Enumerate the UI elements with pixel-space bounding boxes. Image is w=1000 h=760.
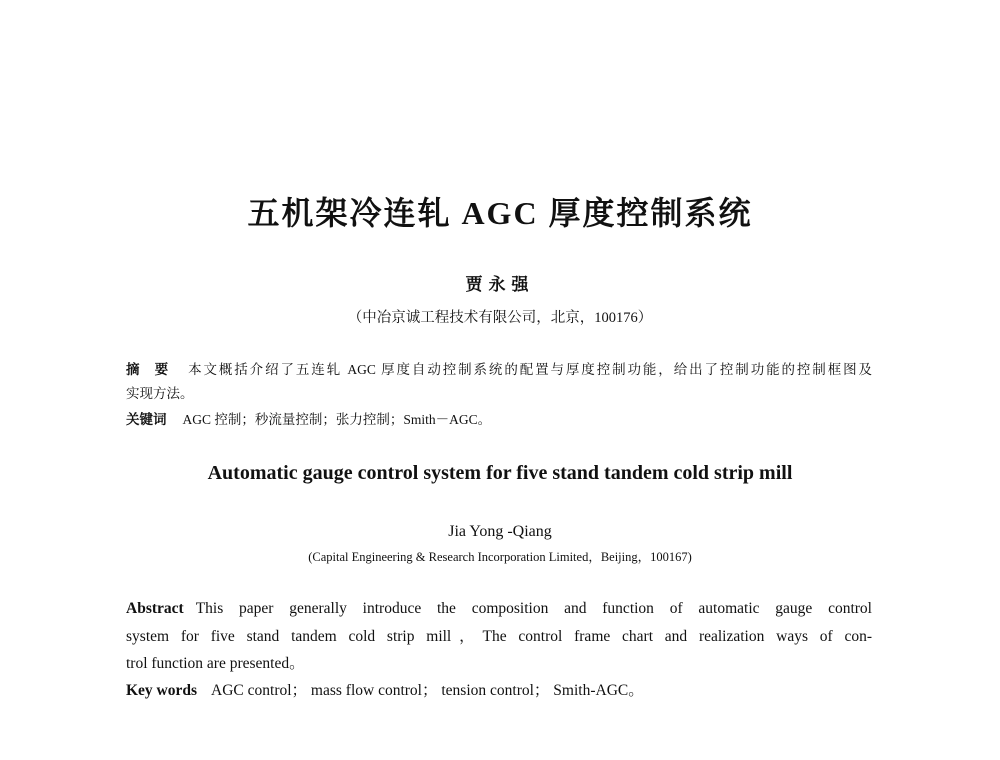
keywords-cn-label: 关键词 <box>126 412 167 427</box>
abstract-cn-line: 实现方法。 <box>126 386 194 401</box>
abstract-cn <box>126 358 872 406</box>
abstract-en-line: system for five stand tandem cold strip mill，The control frame chart and realization ways of con- <box>126 627 872 645</box>
abstract-en-text: This paper generally introduce the composition and function of automatic gauge control <box>195 600 872 617</box>
abstract-en-line <box>126 595 872 623</box>
affiliation-en: (Capital Engineering & Research Incorporation Limited，Beijing，100167) <box>308 550 692 564</box>
paper-title-en: Automatic gauge control system for five stand tandem cold strip mill <box>207 462 793 484</box>
abstract-cn-label: 摘 要 <box>126 362 175 377</box>
affiliation-cn: （中冶京诚工程技术有限公司，北京，100176） <box>347 310 653 326</box>
abstract-en-label: Abstract <box>126 600 184 617</box>
keywords-en <box>126 677 872 705</box>
keywords-en-label: Key words <box>126 682 198 699</box>
paper-title-cn: 五机架冷连轧 AGC 厚度控制系统 <box>247 195 753 231</box>
author-name-en: Jia Yong -Qiang <box>448 523 552 540</box>
keywords-cn <box>126 408 872 432</box>
keywords-cn-text: AGC 控制；秒流量控制；张力控制；Smith－AGC。 <box>182 412 492 427</box>
keywords-en-text: AGC control； mass flow control； tension control； Smith-AGC。 <box>211 682 644 699</box>
abstract-cn-line <box>126 358 872 382</box>
abstract-cn-text: 本文概括介绍了五连轧 AGC 厚度自动控制系统的配置与厚度控制功能，给出了控制功能的控制框图及 <box>188 362 872 377</box>
abstract-en-line: trol function are presented。 <box>126 655 305 672</box>
abstract-en <box>126 595 872 678</box>
author-name-cn: 贾永强 <box>465 275 535 294</box>
